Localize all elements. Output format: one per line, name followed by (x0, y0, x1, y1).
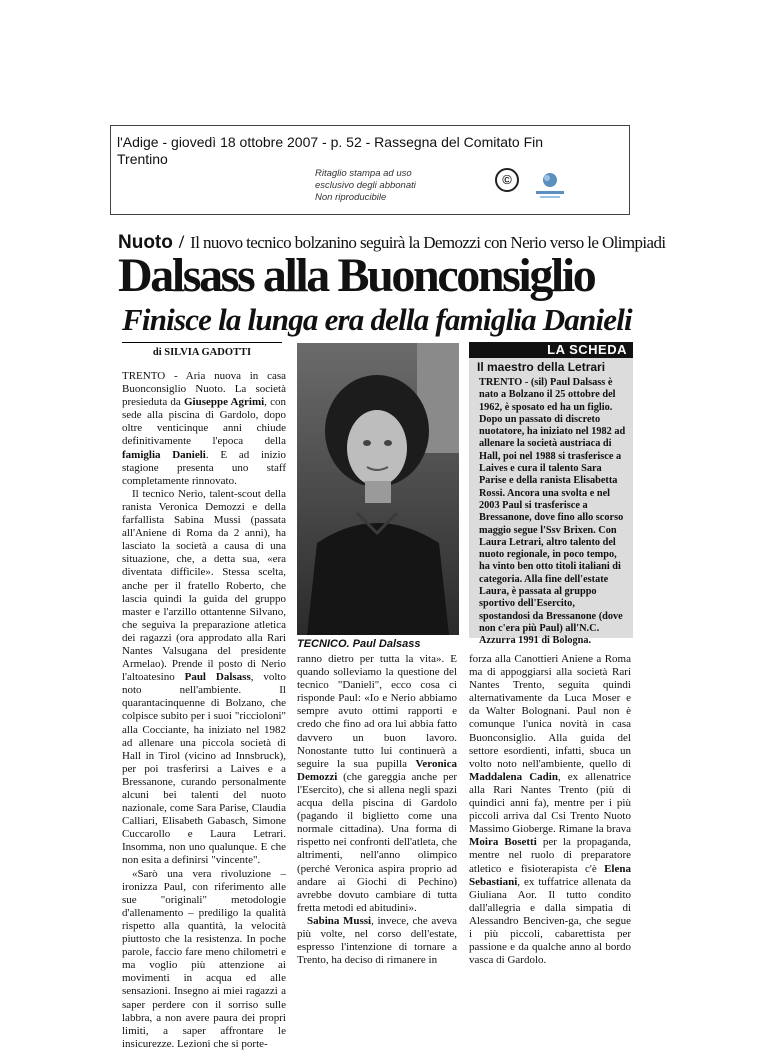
kicker-separator: / (178, 232, 185, 253)
paragraph: forza alla Canottieri Aniene a Roma ma di appoggiarsi alla società Rari Nantes Trento, seguita quindi alternativamente da Luca Moser e da Walter Bolognani. Paul non è comunque l'unica novità in casa Buonconsiglio. Alla guida del settore esordienti, infatti, sbuca un volto noto nell'ambiente, quello di Maddalena Cadin, ex allenatrice alla Rari Nantes Trento (più di quindici anni fa), mentre per i più piccoli arriva dal Csi Trento Nuoto Massimo Gioberge. Rimane la brava Moira Bosetti per la propaganda, mentre nel ruolo di preparatore atletico e fisioterapista c'è Elena Sebastiani, ex tuffatrice allenata da Giuliana Aor. Il tutto condito dall'allegria e dalla simpatia di Alessandro Benciven-ga, che segue i più piccoli, cabarettista per passione e da qualche anno al bordo vasca di Gardolo. (469, 653, 631, 967)
photo-caption: TECNICO. Paul Dalsass (297, 638, 421, 650)
kicker-text: Il nuovo tecnico bolzanino seguirà la Demozzi con Nerio verso le Olimpiadi (190, 233, 666, 252)
article-column-3 (469, 653, 631, 967)
portrait-photo (297, 343, 459, 635)
paragraph: ranno dietro per tutta la vita». E quando solleviamo la questione del tecnico "Danieli", ecco cosa ci risponde Paul: «Io e Nerio abbiamo sempre avuto ottimi rapporti e credo che fino ad ora lui abbia fatto davvero un buon lavoro. Nonostante tutto lui continuerà a seguire la sua pupilla Veronica Demozzi (che gareggia anche per l'Esercito), che si allena negli spazi acqua della piscina di Gardolo (pagando il biglietto come una normale cittadina). Una forma di rispetto nei confronti dell'atleta, che altrimenti, nell'anno olimpico (perché Veronica aspira proprio ad andare ai Giochi di Pechino) avrebbe dovuto cambiare di tutta fretta metodi ed abitudini». (297, 653, 457, 914)
fact-box-body: TRENTO - (sil) Paul Dalsass è nato a Bolzano il 25 ottobre del 1962, è sposato ed ha un figlio. Dopo un passato di discreto nuotatore, ha iniziato nel 1982 ad allenare la società austriaca di Hall, poi nel 1988 si trasferisce a Laives e cura il talento Sara Parise e della ranista Elisabetta Rossi. Ancora una svolta e nel 2003 Paul si trasferisce a Bressanone, dove fino allo scorso maggio segue l'Ssv Brixen. Con Laura Letrari, altro talento del nuoto regionale, in poco tempo, ha vinto ben otto titoli italiani di categoria. Alla fine dell'estate Laura, è passata al gruppo sportivo dell'Esercito, spostandosi da Bressanone (dove non c'era più Paul) all'N.C. Azzurra 1991 di Bologna. (479, 377, 626, 647)
copyright-icon: © (495, 168, 519, 192)
article-subheadline: Finisce la lunga era della famiglia Danieli (122, 302, 632, 337)
source-line: l'Adige - giovedì 18 ottobre 2007 - p. 52 - Rassegna del Comitato Fin (117, 134, 544, 150)
fact-box (469, 342, 633, 647)
article-column-1 (122, 370, 286, 1051)
paragraph: «Sarò una vera rivoluzione – ironizza Paul, con riferimento alle sue "originali" metodologie d'allenamento – prediligo la qualità rispetto alla quantità, la velocità piuttosto che la resistenza. In poche parole, faccio fare meno chilometri e ma voglio più attenzione ai movimenti in acqua ed alle sensazioni. Insegno ai miei ragazzi a saper perdere con il sorriso sulle labbra, a non avere paura dei propri limiti, a saper affrontare le insicurezze. Lezioni che si porte- (122, 867, 286, 1050)
notice-line: Ritaglio stampa ad uso (315, 168, 412, 179)
byline: di SILVIA GADOTTI (122, 342, 282, 358)
fact-box-banner: LA SCHEDA (469, 342, 633, 358)
paragraph: Sabina Mussi, invece, che aveva più volte, nel corso dell'estate, espresso l'intenzione di tornare a Trento, ha deciso di rimanere in (297, 914, 457, 967)
publisher-logo-icon (530, 168, 570, 200)
article-column-2 (297, 653, 457, 967)
photo-image (297, 343, 459, 635)
paragraph: Il tecnico Nerio, talent-scout della ranista Veronica Demozzi e della farfallista Sabina Mussi (passata all'Aniene di Roma da 2 anni), ha lasciato la società a causa di una situazione, che, a detta sua, «era diventata difficile». Stessa scelta, anche per il fratello Roberto, che lascia quindi la guida del gruppo master e l'arzillo ottantenne Silvano, che seguiva la preparazione atletica dei ragazzi (ora approdato alla Rari Nantes Valsugana del presidente Armelao). Prende il posto di Nerio l'altoatesino Paul Dalsass, volto noto nell'ambiente. Il quarantacinquenne di Bolzano, che colpisce subito per i suoi "riccioloni" alla Cocciante, ha iniziato nel 1982 ad allenare una piccola società di Hall in Tirol (vicino ad Innsbruck), per poi trasferirsi a Laives e a Bressanone, curando personalmente alcuni bei talenti del nuoto nazionale, come Sara Parise, Claudia Calliari, Elisabeth Gabasch, Simone Cuccarollo e Laura Letrari. Insomma, non uno qualunque. E che non esita a definirsi "vincente". (122, 487, 286, 867)
source-line-cont: Trentino (117, 151, 168, 167)
notice-line: esclusivo degli abbonati (315, 180, 416, 191)
fact-box-title: Il maestro della Letrari (477, 360, 606, 374)
article-headline: Dalsass alla Buonconsiglio (118, 249, 595, 302)
paragraph: TRENTO - Aria nuova in casa Buonconsiglio Nuoto. La società presieduta da Giuseppe Agrimi, con sede alla piscina di Gardolo, dopo oltre venticinque anni chiude definitivamente l'epoca della famiglia Danieli. E ad inizio stagione presenta uno staff completamente rinnovato. (122, 370, 286, 487)
clipping-notice (315, 168, 416, 204)
section-label: Nuoto (118, 232, 173, 253)
notice-line: Non riproducibile (315, 192, 387, 203)
